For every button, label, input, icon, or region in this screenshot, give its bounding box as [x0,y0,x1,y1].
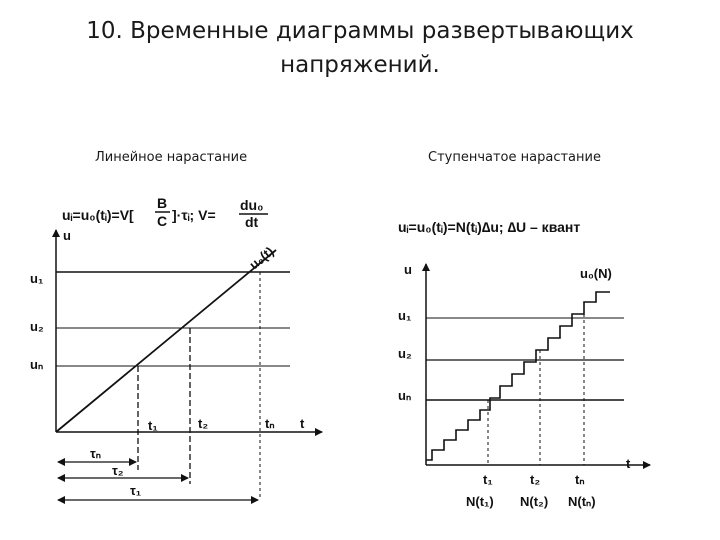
left-level-label-u1: u₁ [30,271,44,286]
right-level-label-u1: u₁ [398,308,412,323]
right-level-label-un: uₙ [398,388,412,403]
left-formula-du-num: du₀ [240,197,264,213]
right-level-label-u2: u₂ [398,346,412,361]
right-y-axis-label: u [404,262,412,277]
left-y-axis-label: u [63,228,71,243]
left-formula-after: ]·τᵢ; V= [172,207,216,223]
left-time-label-t2: t₂ [198,416,209,431]
left-time-label-tn: tₙ [265,416,275,431]
right-diagram [398,219,650,509]
title-line-2: напряжений. [280,52,440,78]
left-level-label-un: uₙ [30,357,44,372]
left-formula-main: uᵢ=u₀(tᵢ)=V[ [62,207,134,223]
right-count-label-t1: N(t₁) [466,494,494,509]
right-time-label-t1: t₁ [483,472,493,487]
right-curve-label: u₀(N) [580,266,612,281]
right-time-label-tn: tₙ [575,472,585,487]
right-diagram-caption: Ступенчатое нарастание [428,150,601,165]
title-line-1: 10. Временные диаграммы развертывающих [86,18,634,44]
right-formula: uᵢ=u₀(tᵢ)=N(tᵢ)∆u; ∆U – квант [398,219,581,235]
left-formula-frac-den: С [157,213,168,229]
left-diagram [30,195,322,500]
left-duration-label-t1: τ₁ [130,483,142,498]
right-staircase [426,292,610,460]
right-time-label-t2: t₂ [530,472,541,487]
left-x-axis-label: t [300,416,305,431]
left-ramp-label: u₀(t) [246,243,277,273]
left-formula-frac-num: В [157,195,168,211]
left-duration-label-t2: τ₂ [112,463,124,478]
right-count-label-tn: N(tₙ) [568,494,596,509]
left-ramp-line [56,250,276,432]
right-count-label-t2: N(t₂) [520,494,549,509]
left-level-label-u2: u₂ [30,319,44,334]
left-time-label-t1: t₁ [148,418,158,433]
left-diagram-caption: Линейное нарастание [95,150,248,165]
right-x-axis-label: t [626,456,631,471]
left-duration-label-tn: τₙ [90,446,101,461]
left-formula-du-den: dt [245,214,259,230]
